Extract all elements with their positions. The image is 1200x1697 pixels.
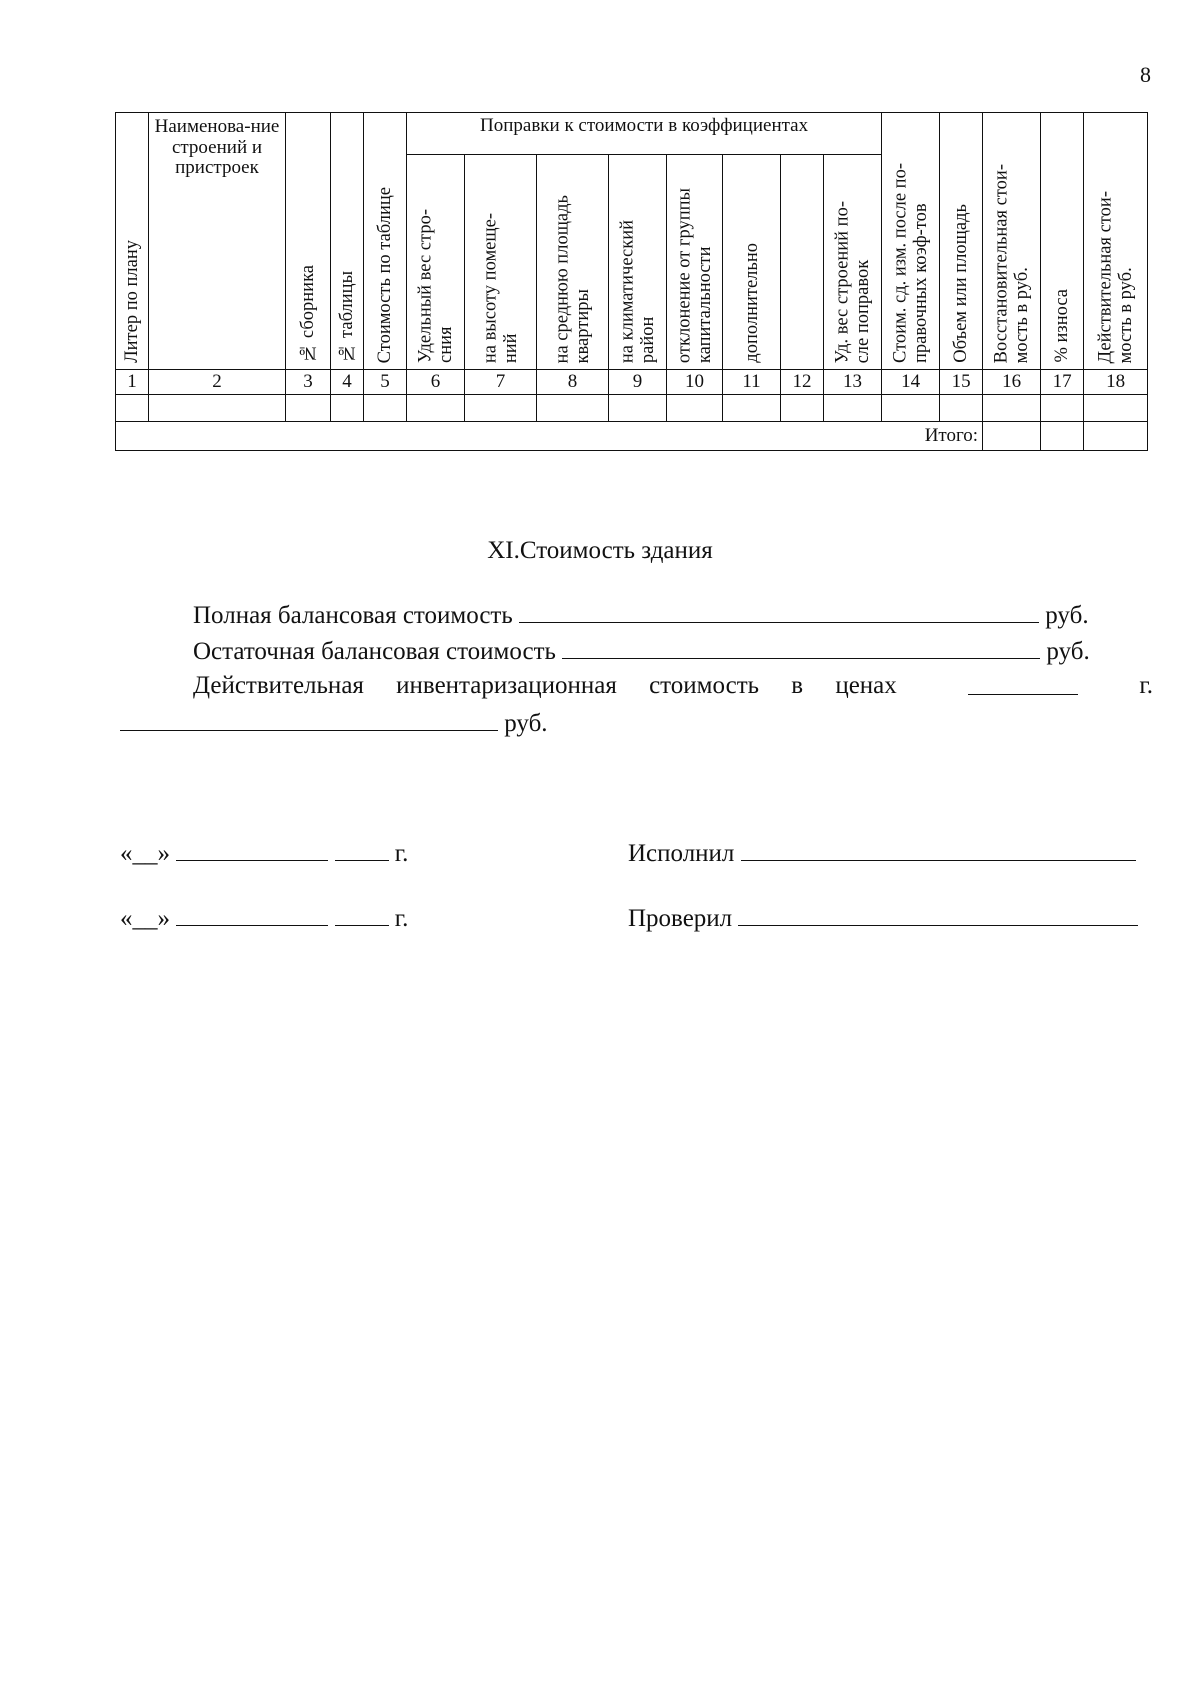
cost-table bbox=[115, 112, 1148, 451]
executed-line bbox=[628, 838, 1136, 868]
date-line-2 bbox=[120, 903, 408, 933]
table-cell[interactable] bbox=[824, 395, 882, 422]
column-number: 4 bbox=[331, 370, 364, 395]
actual-value-label: Действительная инвентаризационная стоимость в ценах bbox=[193, 672, 897, 699]
header-room-height: на высоту помеще- ний bbox=[465, 155, 537, 370]
header-corrections-group: Поправки к стоимости в коэффициентах bbox=[407, 113, 882, 155]
table-cell[interactable] bbox=[465, 395, 537, 422]
total-row bbox=[116, 422, 1148, 451]
header-additional: дополнительно bbox=[723, 155, 781, 370]
page-number: 8 bbox=[1140, 62, 1151, 87]
table-cell[interactable] bbox=[1084, 395, 1148, 422]
total-wear-cell[interactable] bbox=[1041, 422, 1084, 451]
total-replacement-cost-cell[interactable] bbox=[983, 422, 1041, 451]
column-number: 12 bbox=[781, 370, 824, 395]
residual-balance-label: Остаточная балансовая стоимость bbox=[193, 638, 556, 665]
year-suffix: г. bbox=[394, 840, 409, 867]
currency-label: руб. bbox=[1046, 638, 1090, 665]
column-number: 2 bbox=[149, 370, 286, 395]
header-collection-no: № сборника bbox=[286, 113, 331, 370]
header-building-name: Наименова-ние строений и пристроек bbox=[149, 113, 286, 370]
table-row bbox=[116, 395, 1148, 422]
table-cell[interactable] bbox=[116, 395, 149, 422]
year-suffix: г. bbox=[1139, 672, 1153, 699]
header-replacement-cost: Восстановительная стои- мость в руб. bbox=[983, 113, 1041, 370]
date-month-field[interactable] bbox=[176, 838, 328, 861]
column-number: 6 bbox=[407, 370, 465, 395]
table-cell[interactable] bbox=[407, 395, 465, 422]
full-balance-label: Полная балансовая стоимость bbox=[193, 602, 513, 629]
column-number: 5 bbox=[364, 370, 407, 395]
actual-value-field[interactable] bbox=[120, 708, 498, 731]
header-actual-cost: Действительная стои- мость в руб. bbox=[1084, 113, 1148, 370]
header-climate-region: на климатический район bbox=[609, 155, 667, 370]
header-avg-apartment-area: на среднюю площадь квартиры bbox=[537, 155, 609, 370]
currency-label: руб. bbox=[1045, 602, 1089, 629]
actual-value-amount-line bbox=[120, 708, 548, 738]
table-cell[interactable] bbox=[149, 395, 286, 422]
header-table-no: № таблицы bbox=[331, 113, 364, 370]
header-col12 bbox=[781, 155, 824, 370]
header-unit-cost-after: Стоим. сд. изм. после по- правочных коэф-тов bbox=[882, 113, 940, 370]
actual-value-line bbox=[193, 672, 1153, 700]
table-cell[interactable] bbox=[331, 395, 364, 422]
currency-label: руб. bbox=[504, 710, 548, 737]
column-number: 18 bbox=[1084, 370, 1148, 395]
price-year-field[interactable] bbox=[968, 672, 1078, 695]
header-wear-percent: % износа bbox=[1041, 113, 1084, 370]
column-number-row bbox=[116, 370, 1148, 395]
table-cell[interactable] bbox=[983, 395, 1041, 422]
header-table-cost: Стоимость по таблице bbox=[364, 113, 407, 370]
table-cell[interactable] bbox=[286, 395, 331, 422]
executed-label: Исполнил bbox=[628, 840, 735, 867]
header-specific-weight: Удельный вес стро- сния bbox=[407, 155, 465, 370]
full-balance-line bbox=[193, 600, 1089, 630]
column-number: 1 bbox=[116, 370, 149, 395]
column-number: 9 bbox=[609, 370, 667, 395]
table-cell[interactable] bbox=[723, 395, 781, 422]
column-number: 3 bbox=[286, 370, 331, 395]
executed-field[interactable] bbox=[741, 838, 1136, 861]
table-cell[interactable] bbox=[537, 395, 609, 422]
total-label: Итого: bbox=[116, 422, 983, 451]
column-number: 16 bbox=[983, 370, 1041, 395]
date-year-field[interactable] bbox=[335, 838, 389, 861]
header-capital-group-deviation: отклонение от группы капитальности bbox=[667, 155, 723, 370]
column-number: 14 bbox=[882, 370, 940, 395]
date-day: «__» bbox=[120, 840, 170, 867]
column-number: 11 bbox=[723, 370, 781, 395]
column-number: 8 bbox=[537, 370, 609, 395]
header-specific-weight-after: Уд. вес строений по- сле поправок bbox=[824, 155, 882, 370]
header-volume-area: Объем или площадь bbox=[940, 113, 983, 370]
table-cell[interactable] bbox=[609, 395, 667, 422]
column-number: 17 bbox=[1041, 370, 1084, 395]
date-month-field[interactable] bbox=[176, 903, 328, 926]
checked-label: Проверил bbox=[628, 905, 733, 932]
table-cell[interactable] bbox=[1041, 395, 1084, 422]
section-title: XI.Стоимость здания bbox=[487, 537, 713, 564]
column-number: 13 bbox=[824, 370, 882, 395]
table-cell[interactable] bbox=[781, 395, 824, 422]
total-actual-cost-cell[interactable] bbox=[1084, 422, 1148, 451]
checked-line bbox=[628, 903, 1138, 933]
table-cell[interactable] bbox=[364, 395, 407, 422]
date-year-field[interactable] bbox=[335, 903, 389, 926]
table-cell[interactable] bbox=[940, 395, 983, 422]
date-line-1 bbox=[120, 838, 408, 868]
residual-balance-line bbox=[193, 636, 1090, 666]
date-day: «__» bbox=[120, 905, 170, 932]
full-balance-field[interactable] bbox=[519, 600, 1039, 623]
residual-balance-field[interactable] bbox=[562, 636, 1040, 659]
column-number: 10 bbox=[667, 370, 723, 395]
column-number: 15 bbox=[940, 370, 983, 395]
table-cell[interactable] bbox=[667, 395, 723, 422]
column-number: 7 bbox=[465, 370, 537, 395]
header-litera: Литер по плану bbox=[116, 113, 149, 370]
year-suffix: г. bbox=[394, 905, 409, 932]
table-cell[interactable] bbox=[882, 395, 940, 422]
checked-field[interactable] bbox=[738, 903, 1138, 926]
